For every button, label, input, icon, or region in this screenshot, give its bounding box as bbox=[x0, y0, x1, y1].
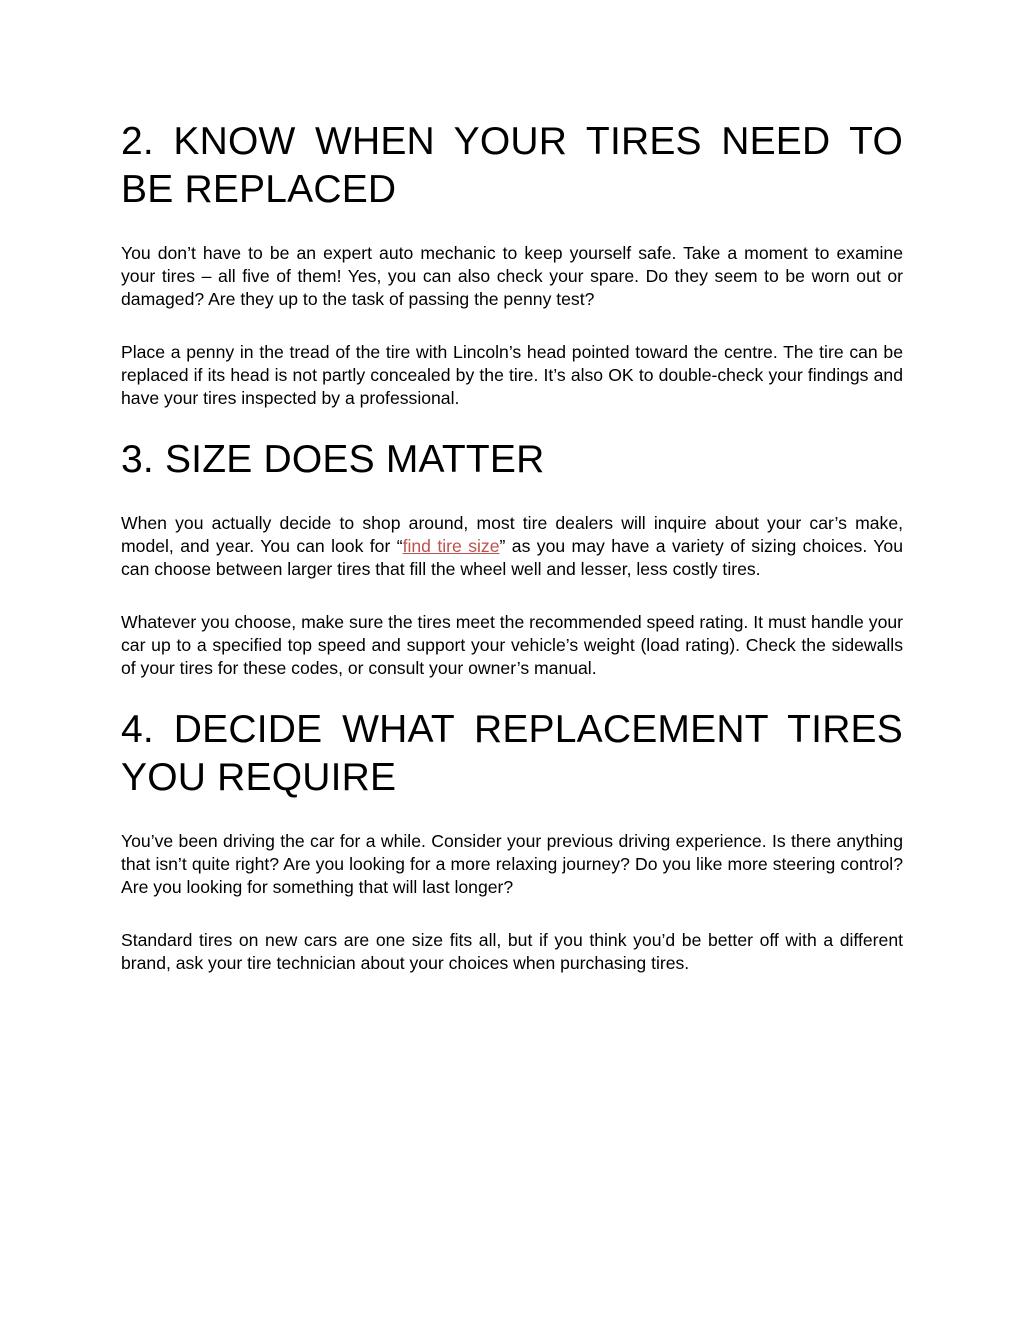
paragraph-expert-mechanic: You don’t have to be an expert auto mechanic to keep yourself safe. Take a moment to examine your tires – all five of them! Yes, you can also check your spare. Do they seem to be worn out or damaged? Are they up to the task of passing the penny test? bbox=[121, 243, 903, 309]
section-heading-size-matters: 3. SIZE DOES MATTER bbox=[121, 438, 545, 481]
document-page bbox=[121, 118, 903, 975]
paragraph-driving-experience: You’ve been driving the car for a while. Consider your previous driving experience. Is there anything that isn’t quite right? Are you looking for a more relaxing journey? Do you like more steering control? Are you looking for something that will last longer? bbox=[121, 831, 903, 897]
find-tire-size-link[interactable]: find tire size bbox=[402, 536, 500, 556]
paragraph-standard-tires: Standard tires on new cars are one size fits all, but if you think you’d be better off with a different brand, ask your tire technician about your choices when purchasing tires. bbox=[121, 930, 903, 973]
paragraph-penny-test: Place a penny in the tread of the tire with Lincoln’s head pointed toward the centre. The tire can be replaced if its head is not partly concealed by the tire. It’s also OK to double-check your findings and have your tires inspected by a professional. bbox=[121, 342, 903, 408]
paragraph-speed-rating: Whatever you choose, make sure the tires meet the recommended speed rating. It must handle your car up to a specified top speed and support your vehicle’s weight (load rating). Check the sidewalls of your tires for these codes, or consult your owner’s manual. bbox=[121, 612, 903, 678]
paragraph-text-before-link: When you actually decide to shop around, most tire dealers will inquire about your car’s make, model, and year. You can look for “ bbox=[121, 513, 903, 556]
paragraph-text-after-link: ” as you may have a variety of sizing choices. You can choose between larger tires that fill the wheel well and lesser, less costly tires. bbox=[121, 536, 903, 579]
paragraph-shop-around bbox=[121, 512, 903, 581]
section-heading-decide-replacement: 4. DECIDE WHAT REPLACEMENT TIRES YOU REQUIRE bbox=[121, 708, 903, 799]
section-heading-replace-tires: 2. KNOW WHEN YOUR TIRES NEED TO BE REPLACED bbox=[121, 120, 903, 211]
